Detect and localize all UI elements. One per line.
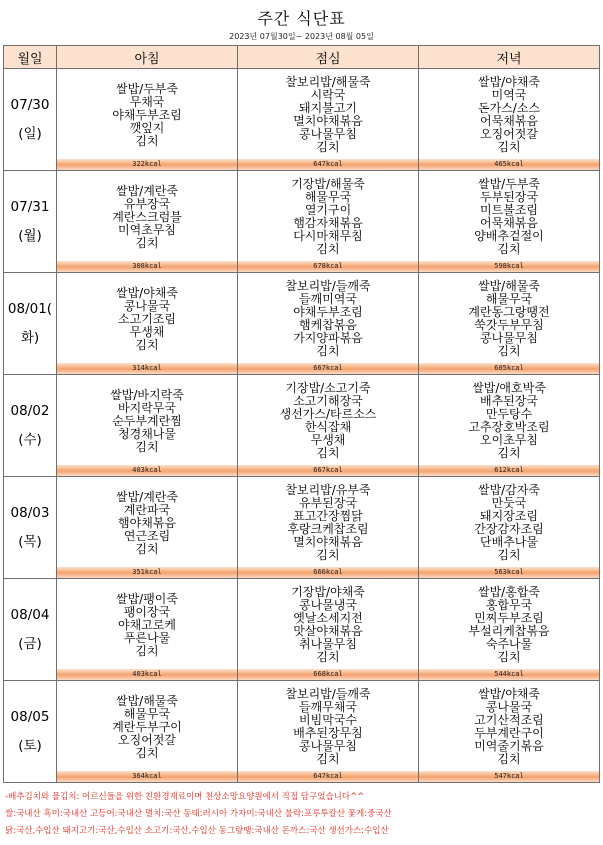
date-line: 07/30 [10,96,50,113]
menu-item: 쌀밥/계란죽 [115,183,178,198]
menu-item: 콩나물냉국 [299,598,357,612]
menu-items [57,684,237,770]
menu-item: 해물무국 [485,292,533,306]
menu-item: 홍합무국 [485,598,533,612]
menu-item: 김치 [497,446,521,460]
header-dinner: 저녁 [419,46,600,69]
header-breakfast: 아침 [57,46,238,69]
day-row [4,171,600,273]
menu-item: 찰보리밥/유부죽 [285,483,371,497]
menu-item: 무채국 [129,94,165,109]
lunch-cell [238,579,419,681]
date-line: (금) [18,635,42,652]
menu-items [57,276,237,362]
menu-item: 야채고로케 [118,617,176,632]
menu-item: 야채두부조림 [112,107,182,122]
menu-item: 해물무국 [304,190,352,204]
menu-items [419,480,599,566]
menu-item: 무생채 [310,433,346,447]
menu-item: 유부장국 [123,196,171,211]
menu-item: 돼지장조림 [480,509,538,523]
menu-item: 김치 [497,242,521,256]
menu-item: 김치 [497,650,521,664]
kcal-bar: 667kcal [238,363,418,374]
menu-item: 햄감자채볶음 [293,216,363,230]
menu-item: 콩나물국 [123,298,171,313]
dinner-cell [419,69,600,171]
menu-item: 연근조림 [123,528,171,543]
menu-item: 비빔막국수 [299,713,357,727]
kcal-bar: 667kcal [238,465,418,476]
menu-item: 햄케찹볶음 [299,318,357,332]
menu-item: 콩나물무침 [299,127,357,141]
menu-item: 고기산적조림 [474,713,544,727]
lunch-cell [238,375,419,477]
kcal-bar: 403kcal [57,669,237,680]
menu-items [238,582,418,668]
menu-item: 오징어젓갈 [118,732,176,747]
kcal-bar: 605kcal [419,363,599,374]
menu-item: 만둣국 [491,496,527,510]
menu-item: 미역초무침 [118,222,176,237]
menu-item: 쌀밥/감자죽 [477,483,540,497]
day-date [4,171,57,273]
header-lunch: 점심 [238,46,419,69]
menu-item: 야채두부조림 [293,305,363,319]
kcal-bar: 563kcal [419,567,599,578]
menu-items [419,276,599,362]
menu-items [419,378,599,464]
menu-item: 쌀밥/바지락죽 [110,387,184,402]
menu-items [57,480,237,566]
menu-item: 콩나물국 [485,700,533,714]
day-row [4,69,600,171]
menu-item: 푸른나물 [123,630,171,645]
day-row [4,681,600,783]
header-row [4,46,600,69]
menu-item: 김치 [135,439,159,454]
day-date [4,273,57,375]
menu-item: 다시마채무침 [293,229,363,243]
menu-item: 기장밥/소고기죽 [285,381,371,395]
menu-item: 양배추겉절이 [474,229,544,243]
date-line: (수) [18,431,42,448]
menu-item: 맛살야채볶음 [293,624,363,638]
menu-item: 유부된장국 [299,496,357,510]
menu-item: 배추된장무침 [293,726,363,740]
menu-item: 쌀밥/두부죽 [477,177,540,191]
menu-item: 순두부계란찜 [112,413,182,428]
breakfast-cell [57,273,238,375]
menu-item: 찰보리밥/해물죽 [285,75,371,89]
menu-item: 김치 [135,541,159,556]
day-row [4,375,600,477]
date-line: 08/03 [10,504,50,521]
date-line: 08/01( [7,300,53,317]
menu-item: 김치 [316,650,340,664]
menu-items [238,378,418,464]
dinner-cell [419,375,600,477]
menu-item: 김치 [316,548,340,562]
page-title: 주간 식단표 [257,9,346,28]
menu-item: 옛날소세지전 [293,611,363,625]
menu-item: 어묵채볶음 [480,114,538,128]
menu-item: 찰보리밥/들깨죽 [285,687,371,701]
menu-item: 김치 [316,140,340,154]
menu-items [419,582,599,668]
note-line: 쌀:국내산 흑미:국내산 고등어:국내산 멸치:국산 동태:러시아 가자미:국내산 불락:포루투칼산 꽃게:중국산 [5,809,392,819]
kcal-bar: 666kcal [238,567,418,578]
dinner-cell [419,273,600,375]
day-date [4,69,57,171]
menu-item: 들깨미역국 [299,292,357,306]
kcal-bar: 547kcal [419,771,599,782]
day-row [4,273,600,375]
lunch-cell [238,477,419,579]
breakfast-cell [57,681,238,783]
date-line: 08/04 [10,606,50,623]
breakfast-cell [57,477,238,579]
menu-item: 계란스크럼블 [112,209,182,224]
date-line: (월) [18,227,42,244]
menu-item: 김치 [135,235,159,250]
menu-item: 쌀밥/해물죽 [115,693,178,708]
menu-item: 들깨무채국 [299,700,357,714]
menu-item: 미역국 [491,88,527,102]
kcal-bar: 647kcal [238,159,418,170]
day-date [4,579,57,681]
menu-item: 김치 [316,242,340,256]
kcal-bar: 364kcal [57,771,237,782]
menu-item: 김치 [316,752,340,766]
menu-item: 쌀밥/팽이죽 [115,591,178,606]
menu-item: 김치 [497,344,521,358]
menu-items [57,174,237,260]
notes [5,789,599,840]
menu-table [3,45,600,783]
menu-item: 미역줄기볶음 [474,739,544,753]
menu-items [419,174,599,260]
dinner-cell [419,477,600,579]
menu-item: 배추된장국 [480,394,538,408]
menu-item: 민찌두부조림 [474,611,544,625]
menu-item: 후랑크케찹조림 [287,522,369,536]
menu-items [57,378,237,464]
date-range: 2023년 07월30일~ 2023년 08월 05일 [229,32,374,41]
dinner-cell [419,171,600,273]
lunch-cell [238,273,419,375]
day-row [4,579,600,681]
menu-item: 깻잎지 [129,120,165,135]
menu-item: 두부된장국 [480,190,538,204]
lunch-cell [238,69,419,171]
menu-item: 김치 [135,133,159,148]
day-date [4,681,57,783]
note-line: 닭:국산,수입산 돼지고기:국산,수입산 소고기:국산,수입산 동그랑땡:국내산 돈까스:국산 생선가스:수입산 [5,826,389,836]
menu-item: 계란동그랑땡전 [468,305,550,319]
menu-item: 오징어젓갈 [480,127,538,141]
kcal-bar: 465kcal [419,159,599,170]
menu-item: 쌀밥/야채죽 [477,687,540,701]
note-line: -배추김치와 물김치: 어르신들을 위한 친환경재료이며 천상소망요양원에서 직접 담구었습니다^^ [5,792,365,802]
menu-items [238,276,418,362]
kcal-bar: 322kcal [57,159,237,170]
menu-item: 김치 [316,446,340,460]
breakfast-cell [57,69,238,171]
menu-item: 가지양파볶음 [293,331,363,345]
menu-item: 두부계란구이 [474,726,544,740]
menu-item: 햄야채볶음 [118,515,176,530]
lunch-cell [238,681,419,783]
dinner-cell [419,579,600,681]
menu-item: 쌀밥/해물죽 [477,279,540,293]
date-line: 08/02 [10,402,50,419]
menu-items [238,72,418,158]
menu-item: 쌀밥/계란죽 [115,489,178,504]
breakfast-cell [57,579,238,681]
date-line: 화) [20,329,40,346]
date-line: (토) [18,737,42,754]
menu-item: 간장감자조림 [474,522,544,536]
menu-item: 소고기조림 [118,311,176,326]
menu-item: 쑥갓두부무침 [474,318,544,332]
menu-item: 무생채 [129,324,165,339]
menu-item: 미트볼조림 [480,203,538,217]
menu-item: 단배추나물 [480,535,538,549]
menu-item: 김치 [135,643,159,658]
kcal-bar: 314kcal [57,363,237,374]
menu-item: 기장밥/야채죽 [291,585,365,599]
menu-item: 소고기해장국 [293,394,363,408]
menu-item: 한식잡채 [304,420,352,434]
kcal-bar: 403kcal [57,465,237,476]
menu-item: 김치 [135,337,159,352]
menu-item: 바지락무국 [118,400,176,415]
menu-item: 쌀밥/홍합죽 [477,585,540,599]
menu-item: 계란두부구이 [112,719,182,734]
menu-item: 돼지불고기 [299,101,357,115]
kcal-bar: 647kcal [238,771,418,782]
menu-item: 해물무국 [123,706,171,721]
menu-item: 김치 [497,752,521,766]
date-line: (목) [18,533,42,550]
menu-item: 김치 [497,140,521,154]
kcal-bar: 308kcal [57,261,237,272]
kcal-bar: 544kcal [419,669,599,680]
date-line: (일) [18,125,42,142]
menu-item: 쌀밥/두부죽 [115,81,178,96]
menu-item: 팽이장국 [123,604,171,619]
menu-items [419,72,599,158]
menu-items [419,684,599,770]
menu-item: 생선가스/타르소스 [279,407,377,421]
menu-items [238,174,418,260]
menu-items [57,582,237,668]
menu-item: 만두탕수 [485,407,533,421]
kcal-bar: 678kcal [238,261,418,272]
menu-item: 부설리케찹볶음 [468,624,550,638]
menu-item: 쌀밥/야채죽 [115,285,178,300]
menu-item: 멸치야채볶음 [293,535,363,549]
menu-item: 기장밥/해물죽 [291,177,365,191]
kcal-bar: 351kcal [57,567,237,578]
day-row [4,477,600,579]
menu-item: 콩나물무침 [299,739,357,753]
header-date: 월일 [4,46,57,69]
menu-item: 콩나물무침 [480,331,538,345]
menu-item: 쌀밥/애호박죽 [472,381,546,395]
menu-item: 김치 [316,344,340,358]
day-date [4,477,57,579]
menu-items [57,72,237,158]
lunch-cell [238,171,419,273]
kcal-bar: 598kcal [419,261,599,272]
menu-item: 김치 [135,745,159,760]
kcal-bar: 668kcal [238,669,418,680]
menu-item: 오이초무침 [480,433,538,447]
menu-item: 숙주나물 [485,637,533,651]
breakfast-cell [57,171,238,273]
menu-item: 고추장호박조림 [468,420,550,434]
menu-item: 찰보리밥/들깨죽 [285,279,371,293]
menu-item: 열기구이 [304,203,352,217]
menu-items [238,684,418,770]
date-line: 08/05 [10,708,50,725]
kcal-bar: 612kcal [419,465,599,476]
menu-item: 표고간장찜닭 [293,509,363,523]
menu-item: 시락국 [310,88,346,102]
menu-item: 계란파국 [123,502,171,517]
dinner-cell [419,681,600,783]
day-date [4,375,57,477]
breakfast-cell [57,375,238,477]
menu-item: 멸치야채볶음 [293,114,363,128]
menu-item: 청경채나물 [118,426,176,441]
menu-items [238,480,418,566]
date-line: 07/31 [10,198,50,215]
menu-item: 어묵채볶음 [480,216,538,230]
menu-item: 김치 [497,548,521,562]
menu-item: 취나물무침 [299,637,357,651]
menu-item: 돈가스/소스 [477,101,540,115]
menu-item: 쌀밥/야채죽 [477,75,540,89]
